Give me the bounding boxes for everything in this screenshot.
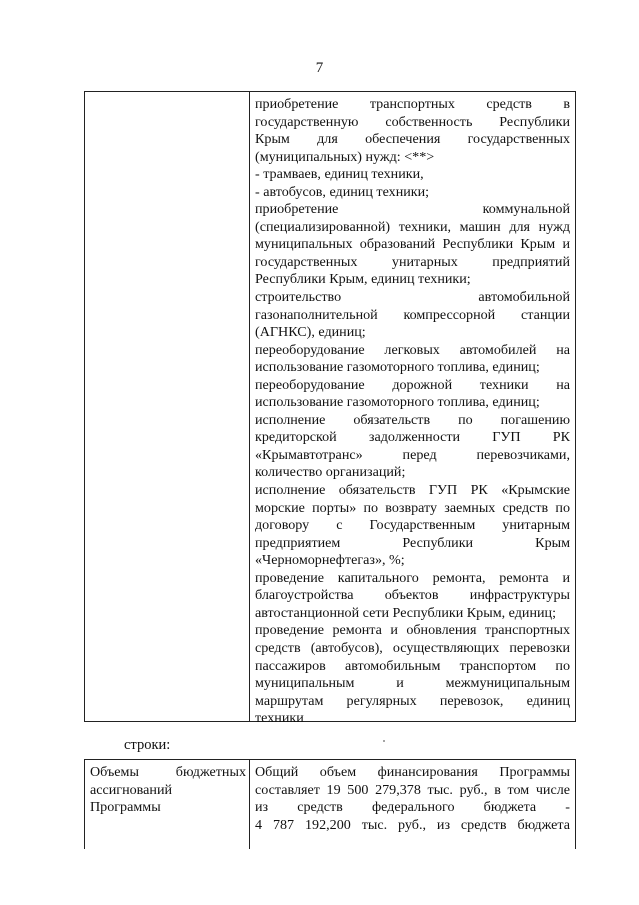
text-line: муниципальным и межмуниципальным xyxy=(255,675,570,692)
stroki-label: строки: xyxy=(124,737,171,753)
text-line: предприятием Республики Крым xyxy=(255,534,570,551)
text-line: газонаполнительной компрессорной станции xyxy=(255,306,570,323)
table-cell-right xyxy=(250,92,575,727)
text-line: «Черноморнефтегаз», %; xyxy=(255,552,405,569)
text-line: (специализированной) техники, машин для нужд xyxy=(255,218,570,235)
text-line: договору с Государственным унитарным xyxy=(255,517,570,534)
text-line: ассигнований xyxy=(90,781,173,798)
text-line: техники xyxy=(255,710,304,727)
text-line: Общий объем финансирования Программы xyxy=(255,764,570,780)
table-cell-budget-text xyxy=(250,760,575,849)
text-line: автостанционной сети Республики Крым, единиц; xyxy=(255,604,556,621)
text-line: «Крымавтотранс» перед перевозчиками, xyxy=(255,446,570,463)
text-line: - трамваев, единиц техники, xyxy=(255,166,424,183)
text-line: использование газомоторного топлива, единиц; xyxy=(255,359,540,376)
text-line: 4 787 192,200 тыс. руб., из средств бюджета xyxy=(255,816,570,833)
text-line: строительство автомобильной xyxy=(255,289,570,306)
text-line: - автобусов, единиц техники; xyxy=(255,183,430,200)
text-line: из средств федерального бюджета - xyxy=(255,799,570,816)
text-line: пассажиров автомобильным транспортом по xyxy=(255,657,570,674)
scan-dot xyxy=(383,740,385,742)
text-line: проведение капитального ремонта, ремонта и xyxy=(255,569,570,586)
table-budget xyxy=(84,759,576,849)
table-cell-left-empty xyxy=(85,92,250,721)
text-line: приобретение транспортных средств в xyxy=(255,96,570,112)
text-line: приобретение коммунальной xyxy=(255,201,570,218)
text-line: государственную собственность Республики xyxy=(255,113,570,130)
text-line: муниципальных образований Республики Крым и xyxy=(255,236,570,253)
page-number: 7 xyxy=(315,60,324,76)
text-line: государственных унитарных предприятий xyxy=(255,253,570,270)
text-line: Крым для обеспечения государственных xyxy=(255,131,570,148)
text-line: исполнение обязательств по погашению xyxy=(255,411,570,428)
table-cell-budget-label xyxy=(85,760,250,849)
text-line: (муниципальных) нужд: <**> xyxy=(255,148,435,165)
text-line: проведение ремонта и обновления транспортных xyxy=(255,622,570,639)
text-line: количество организаций; xyxy=(255,464,406,481)
table-continuation xyxy=(84,91,576,727)
text-line: исполнение обязательств ГУП РК «Крымские xyxy=(255,482,570,499)
text-line: (АГНКС), единиц; xyxy=(255,324,366,341)
text-line: составляет 19 500 279,378 тыс. руб., в том числе xyxy=(255,781,570,798)
text-line: морские порты» по возврату заемных средств по xyxy=(255,499,570,516)
text-line: кредиторской задолженности ГУП РК xyxy=(255,429,570,446)
text-line: Объемы бюджетных xyxy=(90,764,246,780)
text-line: переоборудование легковых автомобилей на xyxy=(255,341,570,358)
text-line: Республики Крым, единиц техники; xyxy=(255,271,471,288)
text-line: благоустройства объектов инфраструктуры xyxy=(255,587,570,604)
text-line: использование газомоторного топлива, единиц; xyxy=(255,394,540,411)
text-line: Программы xyxy=(90,799,161,816)
text-line: переоборудование дорожной техники на xyxy=(255,376,570,393)
text-line: маршрутам регулярных перевозок, единиц xyxy=(255,692,570,709)
text-line: средств (автобусов), осуществляющих перевозки xyxy=(255,639,570,656)
